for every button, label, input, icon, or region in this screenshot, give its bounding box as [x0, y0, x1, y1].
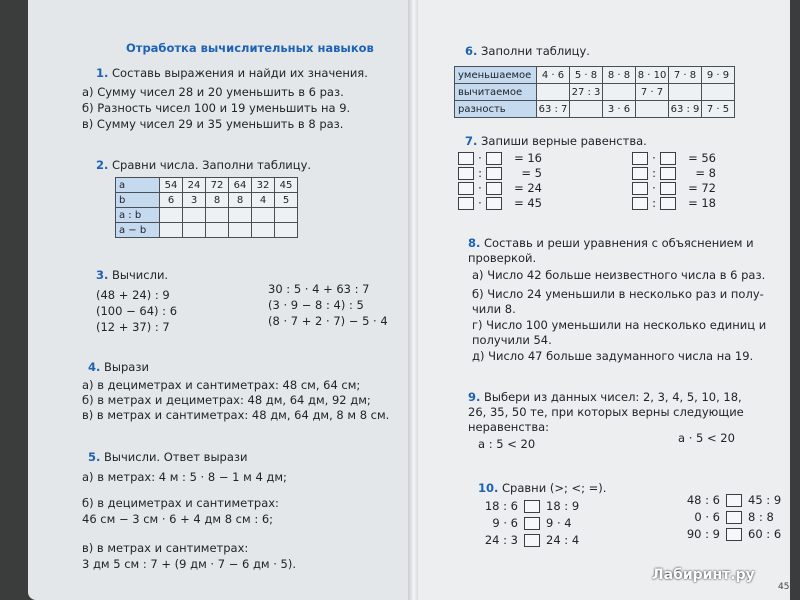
- exercise-number: 2.: [96, 158, 109, 172]
- exercise-4-header: [88, 360, 149, 374]
- table-row: [116, 208, 298, 223]
- exercise-text: Составь и реши уравнения с объяснением и: [484, 236, 754, 250]
- table-cell: [275, 223, 298, 238]
- exercise-1-item-c: в) Сумму чисел 29 и 35 уменьшить в 8 раз.: [82, 117, 344, 131]
- answer-box: [486, 152, 502, 165]
- right-expression: 45 : 9: [748, 493, 782, 507]
- operator: ·: [652, 181, 656, 195]
- inequality-2: a · 5 < 20: [678, 431, 735, 445]
- answer-box: [486, 182, 502, 195]
- compare-column-2: [680, 492, 781, 543]
- exercise-number: 9.: [468, 390, 481, 404]
- equalities-column-2: [632, 151, 716, 211]
- answer-box: [660, 167, 676, 180]
- table-cell: 24: [183, 178, 206, 193]
- answer-box: [726, 494, 742, 507]
- exercise-number: 10.: [478, 481, 499, 495]
- table-cell: [206, 208, 229, 223]
- table-cell: 72: [206, 178, 229, 193]
- answer-box: [524, 517, 540, 530]
- result: = 72: [688, 181, 716, 195]
- answer-box: [524, 534, 540, 547]
- table-cell: 27 : 3: [570, 84, 603, 101]
- exercise-number: 7.: [465, 134, 478, 148]
- exercise-number: 3.: [96, 268, 109, 282]
- expression: (12 + 37) : 7: [96, 320, 170, 334]
- table-cell: [669, 84, 702, 101]
- exercise-number: 5.: [88, 450, 101, 464]
- exercise-number: 4.: [88, 360, 101, 374]
- table-cell: [160, 208, 183, 223]
- right-expression: 8 : 8: [748, 510, 774, 524]
- compare-row: [478, 532, 579, 549]
- compare-row: [478, 498, 579, 515]
- exercise-text: Сравни (>; <; =).: [502, 481, 607, 495]
- compare-row: [680, 509, 781, 526]
- table-cell: [636, 101, 669, 118]
- row-label: разность: [455, 101, 537, 118]
- result: = 5: [521, 166, 542, 180]
- row-label: a : b: [116, 208, 160, 223]
- exercise-8-item-d: д) Число 47 больше задуманного числа на 19.: [472, 349, 754, 363]
- table-cell: 4 · 6: [537, 67, 570, 84]
- result: = 45: [514, 196, 542, 210]
- right-expression: 60 : 6: [748, 527, 782, 541]
- exercise-number: 6.: [465, 44, 478, 58]
- table-cell: 64: [229, 178, 252, 193]
- watermark-logo: Лабиринт.ру: [652, 567, 755, 583]
- table-row: [116, 223, 298, 238]
- answer-box: [458, 152, 474, 165]
- answer-box: [458, 167, 474, 180]
- exercise-number: 1.: [96, 66, 109, 80]
- table-cell: [160, 223, 183, 238]
- table-cell: [183, 208, 206, 223]
- table-cell: 54: [160, 178, 183, 193]
- table-cell: [702, 84, 735, 101]
- table-cell: 7 · 7: [636, 84, 669, 101]
- table-cell: [206, 223, 229, 238]
- right-expression: 18 : 9: [546, 499, 580, 513]
- operator: ·: [478, 181, 482, 195]
- row-label: a: [116, 178, 160, 193]
- left-page: [28, 0, 410, 600]
- table-row: [116, 193, 298, 208]
- exercise-8-item-a: а) Число 42 больше неизвестного числа в 6 раз.: [472, 268, 766, 282]
- table-cell: 5: [275, 193, 298, 208]
- result: = 56: [688, 151, 716, 165]
- exercise-7-header: [465, 134, 647, 148]
- equality-row: [458, 196, 542, 211]
- table-cell: 8 · 10: [636, 67, 669, 84]
- table-cell: [570, 101, 603, 118]
- operator: :: [652, 166, 656, 180]
- right-expression: 9 · 4: [546, 516, 572, 530]
- table-cell: 63 : 7: [537, 101, 570, 118]
- exercise-text: Заполни таблицу.: [481, 44, 590, 58]
- table-cell: [537, 84, 570, 101]
- table-cell: 8: [206, 193, 229, 208]
- operator: ·: [478, 196, 482, 210]
- exercise-8-text-continued: проверкой.: [468, 251, 537, 265]
- page-number: 45: [778, 582, 790, 592]
- table-cell: [229, 223, 252, 238]
- compare-row: [680, 492, 781, 509]
- exercise-9-header: [468, 390, 742, 404]
- table-cell: 6: [160, 193, 183, 208]
- result: = 8: [695, 166, 716, 180]
- exercise-5-item-c-expression: 3 дм 5 см : 7 + (9 дм · 7 − 6 дм · 5).: [82, 557, 297, 571]
- operator: ·: [652, 151, 656, 165]
- exercise-3-column-2: [268, 281, 388, 329]
- exercise-text: Составь выражения и найди их значения.: [112, 66, 368, 80]
- table-cell: 5 · 8: [570, 67, 603, 84]
- answer-box: [726, 528, 742, 541]
- left-expression: 48 : 6: [686, 493, 720, 507]
- exercise-5-item-c-label: в) в метрах и сантиметрах:: [82, 541, 249, 555]
- equality-row: [632, 196, 716, 211]
- row-label: уменьшаемое: [455, 67, 537, 84]
- exercise-1-item-b: б) Разность чисел 100 и 19 уменьшить на 9.: [82, 101, 351, 115]
- exercise-3-header: [96, 268, 168, 282]
- left-expression: 0 · 6: [694, 510, 720, 524]
- exercise-8-item-c: г) Число 100 уменьшили на несколько единиц и: [472, 318, 767, 332]
- answer-box: [632, 152, 648, 165]
- equality-row: [632, 181, 716, 196]
- compare-column-1: [478, 498, 579, 549]
- table-cell: 7 · 5: [702, 101, 735, 118]
- exercise-text: Сравни числа. Заполни таблицу.: [112, 158, 312, 172]
- left-expression: 9 · 6: [492, 516, 518, 530]
- table-cell: 32: [252, 178, 275, 193]
- exercise-text: Вычисли. Ответ вырази: [104, 450, 248, 464]
- table-cell: 8: [229, 193, 252, 208]
- equality-row: [458, 166, 542, 181]
- operator: :: [652, 196, 656, 210]
- answer-box: [632, 167, 648, 180]
- section-title: Отработка вычислительных навыков: [126, 41, 374, 55]
- table-cell: [183, 223, 206, 238]
- table-cell: 7 · 8: [669, 67, 702, 84]
- exercise-8-header: [468, 236, 754, 250]
- expression: (8 · 7 + 2 · 7) − 5 · 4: [268, 314, 388, 328]
- subtraction-table: [454, 66, 735, 118]
- table-cell: [252, 208, 275, 223]
- answer-box: [486, 197, 502, 210]
- inequality-1: a : 5 < 20: [478, 437, 536, 451]
- equality-row: [458, 181, 542, 196]
- operator: :: [478, 166, 482, 180]
- equality-row: [632, 151, 716, 166]
- exercise-6-header: [465, 44, 590, 58]
- right-page: [418, 0, 790, 600]
- compare-row: [478, 515, 579, 532]
- result: = 16: [514, 151, 542, 165]
- expression: (48 + 24) : 9: [96, 288, 170, 302]
- exercise-5-item-b-expression: 46 см − 3 см · 6 + 4 дм 8 см : 6;: [82, 512, 274, 526]
- table-cell: 3 · 6: [603, 101, 636, 118]
- exercise-1-header: [96, 66, 368, 80]
- exercise-3-column-1: [96, 287, 177, 335]
- table-cell: 45: [275, 178, 298, 193]
- compare-table: [115, 177, 298, 238]
- exercise-8-item-b-continued: чили 8.: [472, 302, 516, 316]
- table-cell: 9 · 9: [702, 67, 735, 84]
- table-row: [455, 101, 735, 118]
- table-row: [455, 84, 735, 101]
- result: = 18: [688, 196, 716, 210]
- equality-row: [458, 151, 542, 166]
- exercise-2-header: [96, 158, 311, 172]
- equality-row: [632, 166, 716, 181]
- left-expression: 18 : 6: [484, 499, 518, 513]
- answer-box: [726, 511, 742, 524]
- exercise-8-item-b: б) Число 24 уменьшили в несколько раз и полу-: [472, 287, 764, 301]
- answer-box: [660, 182, 676, 195]
- table-cell: 4: [252, 193, 275, 208]
- table-cell: 8 · 8: [603, 67, 636, 84]
- exercise-5-header: [88, 450, 247, 464]
- row-label: вычитаемое: [455, 84, 537, 101]
- exercise-4-item-b: б) в метрах и дециметрах: 48 дм, 64 дм, 92 дм;: [82, 393, 371, 407]
- compare-row: [680, 526, 781, 543]
- answer-box: [458, 197, 474, 210]
- row-label: b: [116, 193, 160, 208]
- expression: 30 : 5 · 4 + 63 : 7: [268, 282, 370, 296]
- answer-box: [660, 152, 676, 165]
- row-label: a − b: [116, 223, 160, 238]
- exercise-9-text-end: неравенства:: [468, 420, 550, 434]
- result: = 24: [514, 181, 542, 195]
- answer-box: [632, 197, 648, 210]
- table-cell: 3: [183, 193, 206, 208]
- answer-box: [458, 182, 474, 195]
- left-expression: 24 : 3: [484, 533, 518, 547]
- exercise-4-item-a: а) в дециметрах и сантиметрах: 48 см, 64 см;: [82, 378, 361, 392]
- table-cell: [229, 208, 252, 223]
- expression: (3 · 9 − 8 : 4) : 5: [268, 298, 364, 312]
- exercise-number: 8.: [468, 236, 481, 250]
- table-row: [116, 178, 298, 193]
- exercise-10-header: [478, 481, 606, 495]
- answer-box: [632, 182, 648, 195]
- exercise-text: Вырази: [104, 360, 149, 374]
- exercise-text: Вычисли.: [112, 268, 169, 282]
- exercise-5-item-a: а) в метрах: 4 м : 5 · 8 − 1 м 4 дм;: [82, 470, 287, 484]
- exercise-5-item-b-label: б) в дециметрах и сантиметрах:: [82, 496, 279, 510]
- exercise-text: Запиши верные равенства.: [481, 134, 647, 148]
- table-row: [455, 67, 735, 84]
- answer-box: [660, 197, 676, 210]
- exercise-9-text-continued: 26, 35, 50 те, при которых верны следующие: [468, 405, 744, 419]
- answer-box: [486, 167, 502, 180]
- left-expression: 90 : 9: [686, 527, 720, 541]
- expression: (100 − 64) : 6: [96, 304, 178, 318]
- exercise-4-item-c: в) в метрах и сантиметрах: 48 дм, 64 дм, 8 м 8 см.: [82, 408, 390, 422]
- table-cell: [252, 223, 275, 238]
- answer-box: [524, 500, 540, 513]
- table-cell: 63 : 9: [669, 101, 702, 118]
- exercise-text: Выбери из данных чисел: 2, 3, 4, 5, 10, 18,: [484, 390, 742, 404]
- table-cell: [603, 84, 636, 101]
- right-expression: 24 : 4: [546, 533, 580, 547]
- exercise-8-item-c-continued: получили 54.: [472, 333, 552, 347]
- exercise-1-item-a: а) Сумму чисел 28 и 20 уменьшить в 6 раз.: [82, 85, 344, 99]
- operator: ·: [478, 151, 482, 165]
- equalities-column-1: [458, 151, 542, 211]
- table-cell: [275, 208, 298, 223]
